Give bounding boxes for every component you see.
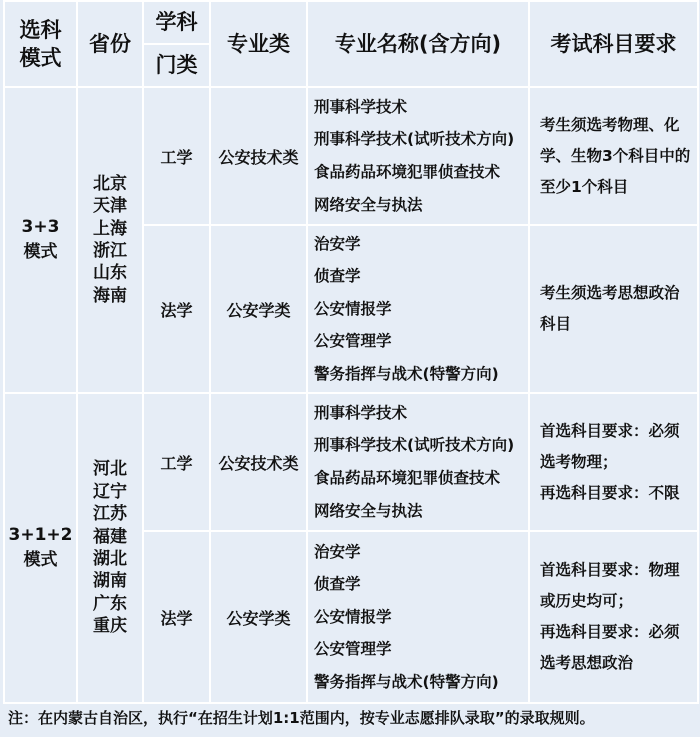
requirement-cell: 考生须选考物理、化 学、生物3个科目中的 至少1个科目 (529, 87, 698, 225)
category-cell: 公安技术类 (210, 393, 307, 531)
major-list: 刑事科学技术 刑事科学技术(试听技术方向) 食品药品环境犯罪侦查技术 网络安全与执法 (307, 393, 529, 531)
requirement-cell: 首选科目要求：物理 或历史均可； 再选科目要求：必须 选考思想政治 (529, 531, 698, 703)
discipline-cell: 工学 (143, 87, 210, 225)
header-discipline-top: 学科 (143, 1, 210, 44)
header-discipline-bottom: 门类 (143, 44, 210, 87)
header-row-1 (4, 1, 698, 44)
discipline-cell: 工学 (143, 393, 210, 531)
table-row (4, 87, 698, 225)
table-row (4, 393, 698, 531)
province-list-group-1: 北京 天津 上海 浙江 山东 海南 (77, 87, 143, 393)
header-category: 专业类 (210, 1, 307, 87)
discipline-cell: 法学 (143, 531, 210, 703)
discipline-cell: 法学 (143, 225, 210, 393)
category-cell: 公安学类 (210, 225, 307, 393)
requirement-cell: 考生须选考思想政治 科目 (529, 225, 698, 393)
header-mode: 选科 模式 (4, 1, 77, 87)
province-list-group-2: 河北 辽宁 江苏 福建 湖北 湖南 广东 重庆 (77, 393, 143, 703)
header-province: 省份 (77, 1, 143, 87)
header-requirement: 考试科目要求 (529, 1, 698, 87)
major-list: 刑事科学技术 刑事科学技术(试听技术方向) 食品药品环境犯罪侦查技术 网络安全与执法 (307, 87, 529, 225)
category-cell: 公安技术类 (210, 87, 307, 225)
header-major: 专业名称(含方向) (307, 1, 529, 87)
major-list: 治安学 侦查学 公安情报学 公安管理学 警务指挥与战术(特警方向) (307, 531, 529, 703)
mode-cell-3-1-2: 3+1+2 模式 (4, 393, 77, 703)
category-cell: 公安学类 (210, 531, 307, 703)
footnote: 注：在内蒙古自治区，执行“在招生计划1:1范围内，按专业志愿排队录取”的录取规则。 (8, 709, 595, 727)
requirement-cell: 首选科目要求：必须 选考物理； 再选科目要求：不限 (529, 393, 698, 531)
mode-cell-3-3: 3+3 模式 (4, 87, 77, 393)
subject-requirements-table (3, 0, 699, 704)
major-list: 治安学 侦查学 公安情报学 公安管理学 警务指挥与战术(特警方向) (307, 225, 529, 393)
